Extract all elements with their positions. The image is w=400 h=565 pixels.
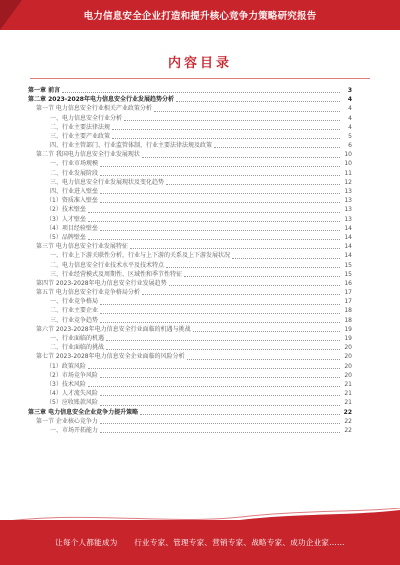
toc-entry-title: 二、行业发展阶段 (50, 169, 99, 177)
toc-leader-dots (100, 304, 340, 305)
toc-entry[interactable] (28, 132, 352, 141)
toc-entry-title: 一、行业上下游关联性分析，行业与上下游的关系及上下游发展状况 (50, 252, 231, 260)
toc-entry-title: （5）应收账款风险 (46, 399, 98, 407)
toc-entry-title: 二、行业主要企业 (50, 307, 99, 315)
toc-entry[interactable] (28, 141, 352, 150)
toc-entry-title: 第三节 电力信息安全行业发展特征 (36, 243, 128, 251)
toc-entry-title: 第三章 电力信息安全企业竞争力提升策略 (28, 408, 139, 416)
toc-leader-dots (100, 377, 340, 378)
toc-leader-dots (154, 111, 340, 112)
toc-entry-page: 13 (344, 197, 352, 205)
toc-entry-page: 19 (344, 335, 352, 343)
toc-entry-title: 二、电力信息安全行业技术水平及技术特点 (50, 261, 165, 269)
toc-entry-page: 3 (347, 86, 352, 94)
toc-entry[interactable] (28, 178, 352, 187)
toc-entry-title: 三、行业主要产业政策 (50, 132, 111, 140)
toc-entry[interactable] (28, 343, 352, 352)
toc-entry[interactable] (28, 362, 352, 371)
toc-entry-page: 17 (344, 289, 352, 297)
toc-entry[interactable] (28, 288, 352, 297)
toc-entry-title: （3）人才壁垒 (46, 215, 86, 223)
toc-entry-title: 一、市场开拓能力 (50, 426, 99, 434)
footer-slogan-roles: 行业专家、管理专家、营销专家、战略专家、成功企业家…… (134, 538, 345, 547)
toc-entry-page: 14 (344, 233, 352, 241)
toc-entry-page: 4 (348, 123, 352, 131)
toc-entry[interactable] (28, 279, 352, 288)
toc-entry[interactable] (28, 86, 352, 95)
footer-slogan (0, 537, 400, 548)
toc-heading: 内容目录 (167, 56, 232, 71)
toc-leader-dots (88, 221, 340, 222)
toc-entry-page: 11 (344, 169, 352, 177)
toc-leader-dots (166, 184, 340, 185)
toc-entry[interactable] (28, 316, 352, 325)
toc-entry-page: 20 (344, 344, 352, 352)
toc-entry[interactable] (28, 297, 352, 306)
toc-entry-title: 第二节 我国电力信息安全行业发展现状 (36, 151, 140, 159)
toc-divider (30, 78, 370, 79)
toc-entry[interactable] (28, 169, 352, 178)
toc-entry[interactable] (28, 205, 352, 214)
toc-entry-page: 5 (348, 132, 352, 140)
toc-entry-title: （2）技术壁垒 (46, 206, 86, 214)
toc-entry-title: 第六节 2023-2028年电力信息安全行业面临的机遇与挑战 (36, 325, 191, 333)
toc-entry[interactable] (28, 325, 352, 334)
toc-entry-page: 15 (344, 270, 352, 278)
report-header (0, 0, 400, 30)
toc-entry[interactable] (28, 408, 352, 417)
toc-entry-page: 21 (344, 390, 352, 398)
toc-entry-page: 14 (344, 252, 352, 260)
toc-entry-page: 4 (348, 114, 352, 122)
toc-entry-page: 18 (344, 316, 352, 324)
toc-entry[interactable] (28, 160, 352, 169)
toc-leader-dots (214, 147, 340, 148)
toc-leader-dots (100, 175, 340, 176)
toc-entry-page: 10 (344, 151, 352, 159)
toc-entry[interactable] (28, 233, 352, 242)
toc-entry-title: （4）人才流失风险 (46, 390, 98, 398)
toc-entry[interactable] (28, 242, 352, 251)
header-accent (0, 0, 22, 30)
toc-leader-dots (184, 276, 340, 277)
toc-entry-page: 14 (344, 224, 352, 232)
toc-leader-dots (140, 414, 340, 415)
toc-entry[interactable] (28, 380, 352, 389)
toc-entry[interactable] (28, 187, 352, 196)
toc-leader-dots (100, 193, 340, 194)
toc-entry-page: 22 (344, 426, 352, 434)
toc-entry-page: 16 (344, 279, 352, 287)
toc-entry-title: 第二章 2023-2028年电力信息安全行业发展趋势分析 (28, 96, 174, 104)
toc-entry[interactable] (28, 398, 352, 407)
toc-entry-page: 14 (344, 243, 352, 251)
toc-leader-dots (142, 157, 340, 158)
toc-entry[interactable] (28, 104, 352, 113)
toc-entry-page: 10 (344, 160, 352, 168)
toc-leader-dots (100, 432, 340, 433)
toc-leader-dots (88, 368, 340, 369)
toc-leader-dots (166, 267, 340, 268)
toc-entry-page: 4 (347, 96, 352, 104)
toc-entry-page: 19 (344, 325, 352, 333)
toc-leader-dots (100, 405, 340, 406)
toc-entry[interactable] (28, 251, 352, 260)
footer-slogan-lead: 让每个人都能成为 (55, 538, 118, 547)
toc-entry-title: 三、行业经营模式及周期性、区域性和季节性特征 (50, 270, 183, 278)
toc-entry-title: （1）资质准入壁垒 (46, 197, 98, 205)
toc-entry[interactable] (28, 123, 352, 132)
toc-entry-page: 6 (348, 142, 352, 150)
toc-entry-page: 20 (344, 362, 352, 370)
toc-entry-title: 一、电力信息安全行业分析 (50, 114, 123, 122)
toc-entry-title: 第五节 电力信息安全行业竞争格局分析 (36, 289, 140, 297)
toc-entry[interactable] (28, 196, 352, 205)
toc-leader-dots (187, 359, 340, 360)
toc-entry[interactable] (28, 417, 352, 426)
toc-leader-dots (193, 331, 340, 332)
toc-leader-dots (124, 120, 340, 121)
toc-entry-title: 三、电力信息安全行业发展现状及变化趋势 (50, 178, 165, 186)
toc-entry-title: 第一节 电力信息安全行业相关产业政策分析 (36, 105, 152, 113)
toc-entry-page: 15 (344, 261, 352, 269)
toc-entry-title: 一、行业面临的机遇 (50, 335, 105, 343)
toc-entry[interactable] (28, 307, 352, 316)
toc-entry-page: 17 (344, 298, 352, 306)
toc-entry-title: 二、行业面临的挑战 (50, 344, 105, 352)
toc-leader-dots (232, 258, 340, 259)
toc-entry[interactable] (28, 389, 352, 398)
toc-entry[interactable] (28, 426, 352, 435)
toc-entry[interactable] (28, 95, 352, 104)
toc-entry-page: 21 (344, 399, 352, 407)
toc-leader-dots (100, 395, 340, 396)
toc-entry-page: 20 (344, 353, 352, 361)
toc-entry-title: 三、行业竞争趋势 (50, 316, 99, 324)
toc-entry-title: 四、行业进入壁垒 (50, 188, 99, 196)
toc-leader-dots (88, 386, 340, 387)
toc-leader-dots (100, 322, 340, 323)
toc-entry[interactable] (28, 270, 352, 279)
toc-entry-title: （5）品牌壁垒 (46, 233, 86, 241)
toc-leader-dots (88, 212, 340, 213)
toc-entry-title: （1）政策风险 (46, 362, 86, 370)
report-title: 电力信息安全企业打造和提升核心竞争力策略研究报告 (83, 11, 317, 22)
toc-leader-dots (112, 138, 340, 139)
toc-leader-dots (130, 248, 340, 249)
toc-entry-title: 一、行业市场规模 (50, 160, 99, 168)
toc-leader-dots (142, 294, 340, 295)
toc-leader-dots (62, 92, 340, 93)
table-of-contents (28, 86, 352, 435)
toc-entry-page: 4 (348, 105, 352, 113)
toc-entry-title: 第七节 2023-2028年电力信息安全企业面临的风险分析 (36, 353, 185, 361)
toc-entry-title: 二、行业主要法律法规 (50, 123, 111, 131)
toc-entry-title: （4）项目经验壁垒 (46, 224, 98, 232)
toc-entry-title: （3）技术风险 (46, 380, 86, 388)
toc-entry-page: 13 (344, 215, 352, 223)
toc-leader-dots (176, 101, 340, 102)
toc-entry-page: 12 (344, 178, 352, 186)
toc-entry[interactable] (28, 215, 352, 224)
toc-entry-page: 18 (344, 307, 352, 315)
toc-entry-title: 一、行业竞争格局 (50, 298, 99, 306)
toc-entry[interactable] (28, 371, 352, 380)
toc-leader-dots (88, 239, 340, 240)
toc-entry[interactable] (28, 114, 352, 123)
toc-entry-page: 13 (344, 188, 352, 196)
toc-entry[interactable] (28, 334, 352, 343)
toc-leader-dots (100, 230, 340, 231)
toc-entry-page: 13 (344, 206, 352, 214)
toc-leader-dots (112, 129, 340, 130)
toc-leader-dots (100, 166, 340, 167)
toc-entry[interactable] (28, 224, 352, 233)
toc-entry[interactable] (28, 150, 352, 159)
toc-leader-dots (106, 340, 340, 341)
toc-entry-page: 20 (344, 371, 352, 379)
toc-leader-dots (106, 349, 340, 350)
toc-entry-page: 21 (344, 380, 352, 388)
toc-entry-title: 四、行业主管部门、行业监管体制、行业主要法律法规及政策 (50, 142, 213, 150)
toc-entry-page: 22 (343, 408, 352, 416)
toc-entry-title: （2）市场竞争风险 (46, 371, 98, 379)
toc-entry-title: 第一节 企业核心竞争力 (36, 417, 98, 425)
toc-leader-dots (100, 202, 340, 203)
toc-entry-title: 第四节 2023-2028年电力信息安全行业发展趋势 (36, 279, 167, 287)
toc-entry-title: 第一章 前言 (28, 86, 61, 94)
toc-leader-dots (100, 313, 340, 314)
toc-entry[interactable] (28, 352, 352, 361)
toc-entry[interactable] (28, 261, 352, 270)
toc-leader-dots (100, 423, 340, 424)
toc-leader-dots (169, 285, 340, 286)
toc-entry-page: 22 (344, 417, 352, 425)
